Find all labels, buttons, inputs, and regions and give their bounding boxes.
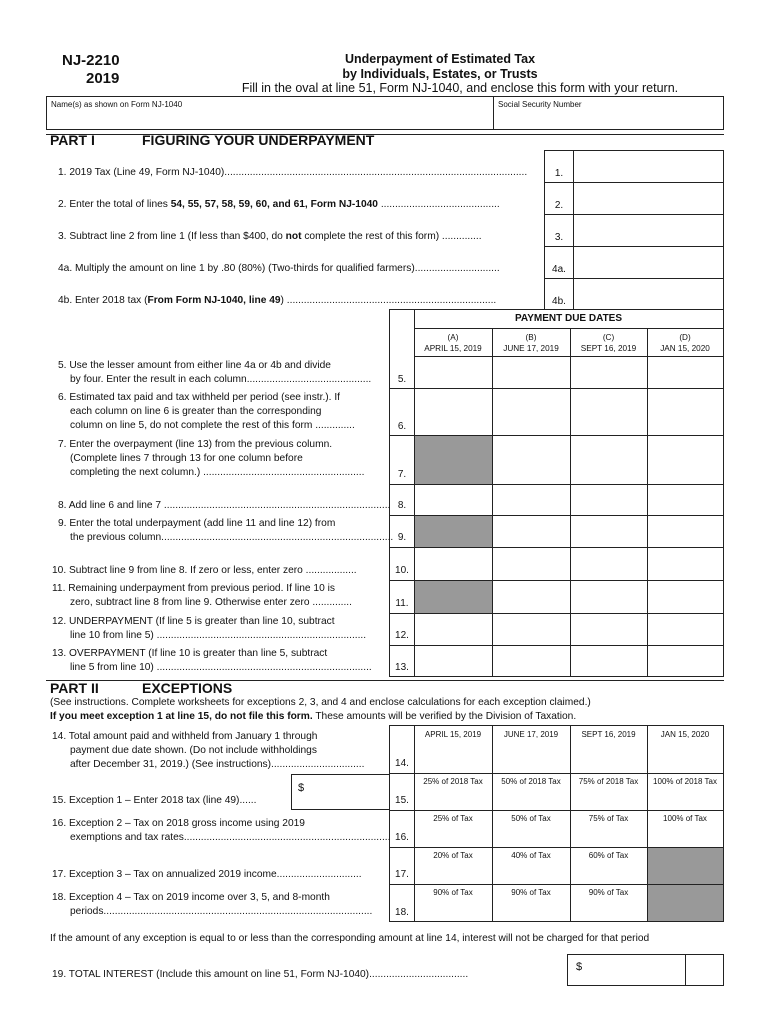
l16-pct-d: 100% of Tax: [663, 814, 707, 823]
l15-pct-c: 75% of 2018 Tax: [578, 777, 639, 786]
line4a-num: 4a.: [552, 264, 566, 275]
line4a-amount-field[interactable]: [575, 248, 721, 277]
line5-num: 5.: [397, 374, 407, 385]
line8-text: 8. Add line 6 and line 7 ................................................................................: [58, 500, 391, 511]
line6-num: 6.: [397, 421, 407, 432]
form-title-line2: by Individuals, Estates, or Trusts: [342, 67, 538, 81]
line11-col-a-gray: [415, 581, 492, 613]
line2-num: 2.: [554, 200, 564, 211]
col-c-header: (C) SEPT 16, 2019: [580, 333, 637, 353]
l16-pct-c: 75% of Tax: [588, 814, 629, 823]
l18-pct-a: 90% of Tax: [433, 888, 473, 897]
part1-title: FIGURING YOUR UNDERPAYMENT: [142, 132, 375, 148]
form-title-line1: Underpayment of Estimated Tax: [344, 52, 536, 66]
l16-pct-a: 25% of Tax: [433, 814, 473, 823]
l15-pct-b: 50% of 2018 Tax: [501, 777, 561, 786]
l15-pct-a: 25% of 2018 Tax: [423, 777, 483, 786]
line4b-amount-field[interactable]: [575, 280, 721, 309]
payment-grid: [389, 309, 724, 677]
line15-amount-field[interactable]: [291, 774, 390, 810]
line15-text: 15. Exception 1 – Enter 2018 tax (line 49)......: [52, 795, 257, 806]
line2-amount-field[interactable]: [575, 184, 721, 213]
line15-num: 15.: [395, 795, 409, 806]
name-ssn-box: [46, 96, 724, 130]
part2-note2: If you meet exception 1 at line 15, do not file this form. These amounts will be verified by the Division of Taxation.: [50, 711, 577, 722]
p2-col-c-date: SEPT 16, 2019: [581, 730, 636, 739]
l15-pct-d: 100% of 2018 Tax: [653, 777, 717, 786]
line8-num: 8.: [397, 500, 407, 511]
line4a-text: 4a. Multiply the amount on line 1 by .80 (80%) (Two-thirds for qualified farmers)..............................: [58, 263, 500, 274]
line19-dollar: $: [576, 961, 583, 973]
line2-text: 2. Enter the total of lines 54, 55, 57, 58, 59, 60, and 61, Form NJ-1040 ..........................................: [58, 199, 500, 210]
line5-text: 5. Use the lesser amount from either line 4a or 4b and divide by four. Enter the result in each column............................................: [58, 360, 372, 385]
line9-text: 9. Enter the total underpayment (add line 11 and line 12) from the previous column..................................................................................: [58, 518, 394, 543]
l17-pct-a: 20% of Tax: [433, 851, 473, 860]
line18-col-d-gray: [648, 885, 723, 921]
line14-text: 14. Total amount paid and withheld from January 1 through payment due date shown. (Do not include withholdings after December 31, 2019.) (See instructions).................................: [52, 731, 365, 770]
part1-label: PART I: [50, 132, 95, 148]
ssn-label: Social Security Number: [498, 100, 582, 109]
line9-col-a-gray: [415, 516, 492, 547]
line11-text: 11. Remaining underpayment from previous period. If line 10 is zero, subtract line 8 from line 9. Otherwise enter zero ..............: [52, 583, 352, 608]
payment-due-dates-title: PAYMENT DUE DATES: [514, 313, 623, 324]
line14-num: 14.: [395, 758, 409, 769]
part2-title: EXCEPTIONS: [142, 680, 233, 696]
line12-text: 12. UNDERPAYMENT (If line 5 is greater than line 10, subtract line 10 from line 5) ..........................................................................: [52, 616, 367, 641]
line3-num: 3.: [554, 232, 564, 243]
line18-num: 18.: [395, 907, 409, 918]
form-id: NJ-2210: [62, 52, 120, 69]
col-d-header: (D) JAN 15, 2020: [660, 333, 710, 353]
line12-num: 12.: [395, 630, 409, 641]
line10-text: 10. Subtract line 9 from line 8. If zero or less, enter zero ..................: [52, 565, 357, 576]
line19-text: 19. TOTAL INTEREST (Include this amount on line 51, Form NJ-1040)...................................: [52, 969, 469, 980]
line9-num: 9.: [397, 532, 407, 543]
line7-text: 7. Enter the overpayment (line 13) from the previous column. (Complete lines 7 through 13 for one column before completing the next column.) .........................................................: [58, 439, 365, 478]
exceptions-grid: [389, 725, 724, 922]
l17-pct-b: 40% of Tax: [511, 851, 551, 860]
ssn-field[interactable]: [499, 111, 721, 127]
part2-label: PART II: [50, 680, 99, 696]
line16-text: 16. Exception 2 – Tax on 2018 gross income using 2019 exemptions and tax rates.........................................................................: [52, 818, 391, 843]
line11-num: 11.: [395, 598, 409, 609]
line1-text: 1. 2019 Tax (Line 49, Form NJ-1040)...........................................................................................................: [58, 167, 528, 178]
l17-pct-c: 60% of Tax: [588, 851, 629, 860]
line18-text: 18. Exception 4 – Tax on 2019 income over 3, 5, and 8-month periods...............................................................................................: [52, 892, 373, 917]
line17-text: 17. Exception 3 – Tax on annualized 2019 income..............................: [52, 869, 362, 880]
line17-col-d-gray: [648, 848, 723, 884]
line4b-num: 4b.: [552, 296, 566, 307]
name-field[interactable]: [51, 111, 489, 127]
name-label: Name(s) as shown on Form NJ-1040: [51, 100, 183, 109]
p2-col-a-date: APRIL 15, 2019: [424, 730, 482, 739]
l16-pct-b: 50% of Tax: [511, 814, 551, 823]
line7-num: 7.: [397, 469, 407, 480]
line13-text: 13. OVERPAYMENT (If line 10 is greater than line 5, subtract line 5 from line 10) ............................................................................: [52, 648, 372, 673]
line17-num: 17.: [395, 869, 409, 880]
line6-text: 6. Estimated tax paid and tax withheld per period (see instr.). If each column on line 6 is greater than the corresponding column on line 5, do not complete the rest of this form ..............: [58, 392, 355, 431]
part1-top-amount-box: [544, 150, 724, 310]
line10-num: 10.: [395, 565, 409, 576]
p2-col-d-date: JAN 15, 2020: [660, 730, 710, 739]
line19-amount-field[interactable]: [567, 954, 724, 986]
col-b-header: (B) JUNE 17, 2019: [503, 333, 559, 353]
line16-num: 16.: [395, 832, 409, 843]
line1-amount-field[interactable]: [575, 152, 721, 181]
line1-num: 1.: [554, 168, 564, 179]
l18-pct-c: 90% of Tax: [588, 888, 629, 897]
form-year: 2019: [86, 70, 120, 87]
form-instruction: Fill in the oval at line 51, Form NJ-1040, and enclose this form with your return.: [241, 81, 679, 95]
col-a-header: (A) APRIL 15, 2019: [424, 333, 482, 353]
p2-col-b-date: JUNE 17, 2019: [503, 730, 559, 739]
l18-pct-b: 90% of Tax: [511, 888, 551, 897]
exception-footer-note: If the amount of any exception is equal to or less than the corresponding amount at line 14, interest will not be charged for that period: [50, 933, 650, 944]
line4b-text: 4b. Enter 2018 tax (From Form NJ-1040, line 49) ..........................................................................: [58, 295, 497, 306]
line3-text: 3. Subtract line 2 from line 1 (If less than $400, do not complete the rest of this form) ..............: [58, 231, 482, 242]
line3-amount-field[interactable]: [575, 216, 721, 245]
line13-num: 13.: [395, 662, 409, 673]
line7-col-a-gray: [415, 436, 492, 484]
part2-note1: (See instructions. Complete worksheets for exceptions 2, 3, and 4 and enclose calculations for each exception claimed.): [50, 697, 591, 708]
line15-dollar: $: [298, 782, 305, 794]
